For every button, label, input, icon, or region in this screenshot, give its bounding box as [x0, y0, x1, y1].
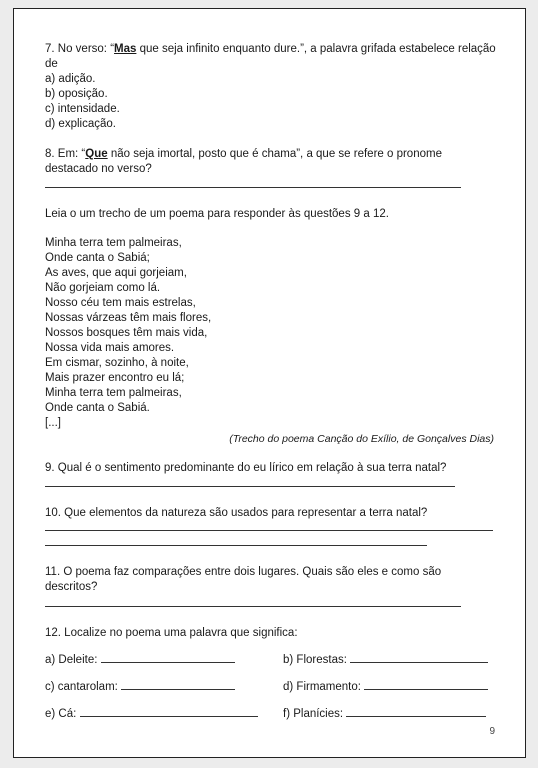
q12-blank-b[interactable]: [350, 652, 488, 663]
poem-line: Mais prazer encontro eu lá;: [45, 372, 185, 384]
poem-line: Nossas várzeas têm mais flores,: [45, 312, 212, 324]
q11-answer-line[interactable]: [45, 606, 461, 607]
poem-line: Nossa vida mais amores.: [45, 342, 175, 354]
q9-answer-line[interactable]: [45, 486, 455, 487]
question-9: 9. Qual é o sentimento predominante do eu lírico em relação à sua terra natal?: [45, 462, 447, 474]
poem-line: Onde canta o Sabiá.: [45, 402, 150, 414]
q12-item-d: d) Firmamento:: [283, 679, 488, 695]
q7-prefix: 7. No verso: “: [45, 43, 115, 55]
question-11: 11. O poema faz comparações entre dois lugares. Quais são eles e como são descritos?: [45, 566, 442, 593]
q10-answer-line-1[interactable]: [45, 530, 493, 531]
poem-ellipsis: [...]: [45, 417, 61, 429]
q12-item-e: e) Cá:: [45, 706, 258, 722]
poem-line: Minha terra tem palmeiras,: [45, 387, 182, 399]
q12-blank-e[interactable]: [80, 706, 258, 717]
q8-emphasized-word: Que: [85, 148, 108, 160]
question-10: 10. Que elementos da natureza são usados para representar a terra natal?: [45, 507, 428, 519]
q12-item-f: f) Planícies:: [283, 706, 486, 722]
poem-line: Não gorjeiam como lá.: [45, 282, 161, 294]
poem-line: As aves, que aqui gorjeiam,: [45, 267, 187, 279]
q12-blank-c[interactable]: [121, 679, 235, 690]
question-12-title: 12. Localize no poema uma palavra que significa:: [45, 627, 298, 639]
q8-prefix: 8. Em: “: [45, 148, 86, 160]
q12-item-a: a) Deleite:: [45, 652, 235, 668]
poem-line: Em cismar, sozinho, à noite,: [45, 357, 189, 369]
poem-line: Onde canta o Sabiá;: [45, 252, 150, 264]
question-8: [45, 147, 465, 177]
poem-line: Nossos bosques têm mais vida,: [45, 327, 208, 339]
worksheet-page: [13, 8, 526, 758]
q12-item-c: c) cantarolam:: [45, 679, 235, 695]
q12-blank-a[interactable]: [101, 652, 235, 663]
q7-option-d: d) explicação.: [45, 118, 116, 130]
q12-blank-d[interactable]: [364, 679, 488, 690]
poem-intro: Leia o um trecho de um poema para responder às questões 9 a 12.: [45, 208, 389, 220]
q12-blank-f[interactable]: [346, 706, 486, 717]
q10-answer-line-2[interactable]: [45, 545, 427, 546]
q8-answer-line[interactable]: [45, 187, 461, 188]
page-number: 9: [489, 726, 495, 737]
poem-source: (Trecho do poema Canção do Exílio, de Gonçalves Dias): [229, 433, 494, 445]
q7-option-c: c) intensidade.: [45, 103, 120, 115]
q12-item-b: b) Florestas:: [283, 652, 488, 668]
q7-option-a: a) adição.: [45, 73, 96, 85]
poem-line: Minha terra tem palmeiras,: [45, 237, 182, 249]
q7-emphasized-word: Mas: [114, 43, 137, 55]
question-7: [45, 42, 505, 72]
poem-line: Nosso céu tem mais estrelas,: [45, 297, 196, 309]
q7-rest: que seja infinito enquanto dure.”, a palavra grifada estabelece relação de: [45, 43, 496, 70]
q8-rest: não seja imortal, posto que é chama”, a que se refere o pronome destacado no verso?: [45, 148, 442, 175]
q7-option-b: b) oposição.: [45, 88, 108, 100]
